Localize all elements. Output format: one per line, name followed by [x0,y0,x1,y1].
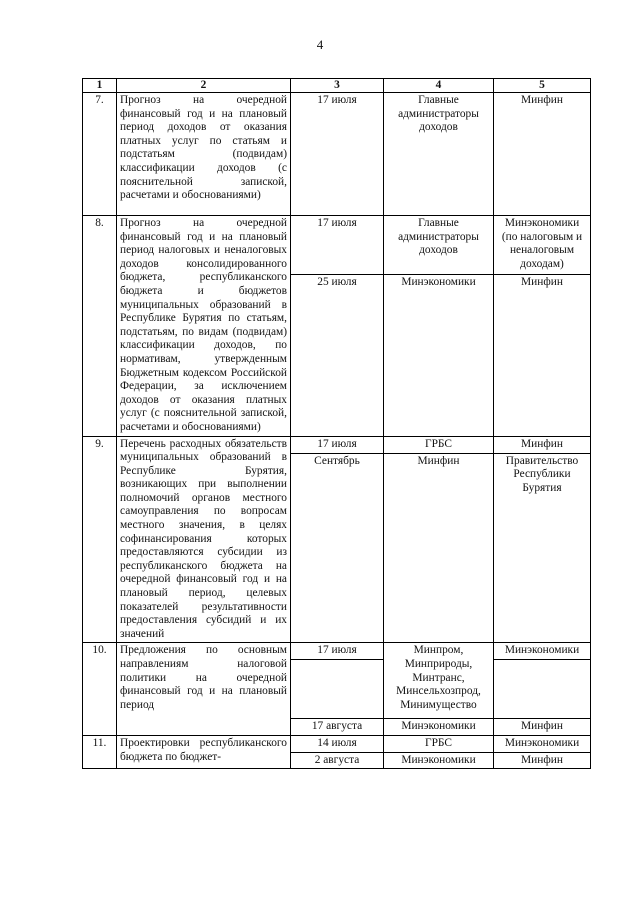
row-recipient: Минэкономики (по налоговым и неналоговым доходам) [494,216,591,275]
table-row [83,736,591,753]
row-description: Прогноз на очередной финансовый год и на плановый период налоговых и неналоговых доходов консолидированного бюджета, республиканского бюджета и бюджетов муниципальных образований в Республике Бурятия по статьям, подстатьям, по видам (подвидам) классификации доходов, по нормативам, утвержденным Бюджетным кодексом Российской Федерации, за исключением доходов от оказания платных услуг (с пояснительной запиской, расчетами и обоснованиями) [117,216,291,437]
table-row [83,643,591,660]
row-number: 11. [83,736,117,769]
row-description: Прогноз на очередной финансовый год и на плановый период доходов от оказания платных услуг по статьям и подстатьям (подвидам) классификации доходов (с пояснительной запиской, расчетами и обоснованиями) [117,93,291,216]
row-recipient: Минфин [494,436,591,453]
page-number: 4 [316,37,324,52]
row-date: 17 июля [291,216,384,275]
row-recipient: Минэкономики [494,643,591,660]
empty-cell [494,660,591,719]
row-recipient: Минэкономики [494,736,591,753]
table-row [83,216,591,275]
row-date: 17 июля [291,643,384,660]
row-description: Проектировки республиканского бюджета по бюджет- [117,736,291,769]
row-responsible: Минэкономики [384,752,494,769]
row-description: Предложения по основным направлениям налоговой политики на очередной финансовый год и на плановый период [117,643,291,736]
header-row [83,79,591,93]
header-col-2: 2 [117,79,291,93]
row-date: 25 июля [291,275,384,437]
row-date: 2 августа [291,752,384,769]
row-recipient: Правительство Республики Бурятия [494,453,591,643]
header-col-4: 4 [384,79,494,93]
row-date: Сентябрь [291,453,384,643]
row-number: 7. [83,93,117,216]
row-date: 17 июля [291,93,384,216]
row-responsible: Минпром, Минприроды, Минтранс, Минсельхозпрод, Минимущество [384,643,494,719]
row-responsible: Минэкономики [384,719,494,736]
empty-cell [291,660,384,719]
row-recipient: Минфин [494,93,591,216]
row-responsible: Главные администраторы доходов [384,93,494,216]
schedule-table [82,78,591,769]
row-responsible: Главные администраторы доходов [384,216,494,275]
row-recipient: Минфин [494,719,591,736]
table-row [83,93,591,216]
row-recipient: Минфин [494,275,591,437]
row-recipient: Минфин [494,752,591,769]
header-col-1: 1 [83,79,117,93]
row-number: 8. [83,216,117,437]
row-date: 14 июля [291,736,384,753]
row-responsible: ГРБС [384,736,494,753]
row-number: 9. [83,436,117,643]
header-col-3: 3 [291,79,384,93]
table-row [83,436,591,453]
row-responsible: Минэкономики [384,275,494,437]
row-date: 17 августа [291,719,384,736]
row-responsible: Минфин [384,453,494,643]
row-number: 10. [83,643,117,736]
header-col-5: 5 [494,79,591,93]
row-date: 17 июля [291,436,384,453]
row-description: Перечень расходных обязательств муниципальных образований в Республике Бурятия, возникающих при выполнении полномочий органов местного самоуправления по вопросам местного значения, в целях софинансирования которых предоставляются субсидии из республиканского бюджета на очередной финансовый год и на плановый период, целевых показателей результативности предоставления субсидий и их значений [117,436,291,643]
row-responsible: ГРБС [384,436,494,453]
